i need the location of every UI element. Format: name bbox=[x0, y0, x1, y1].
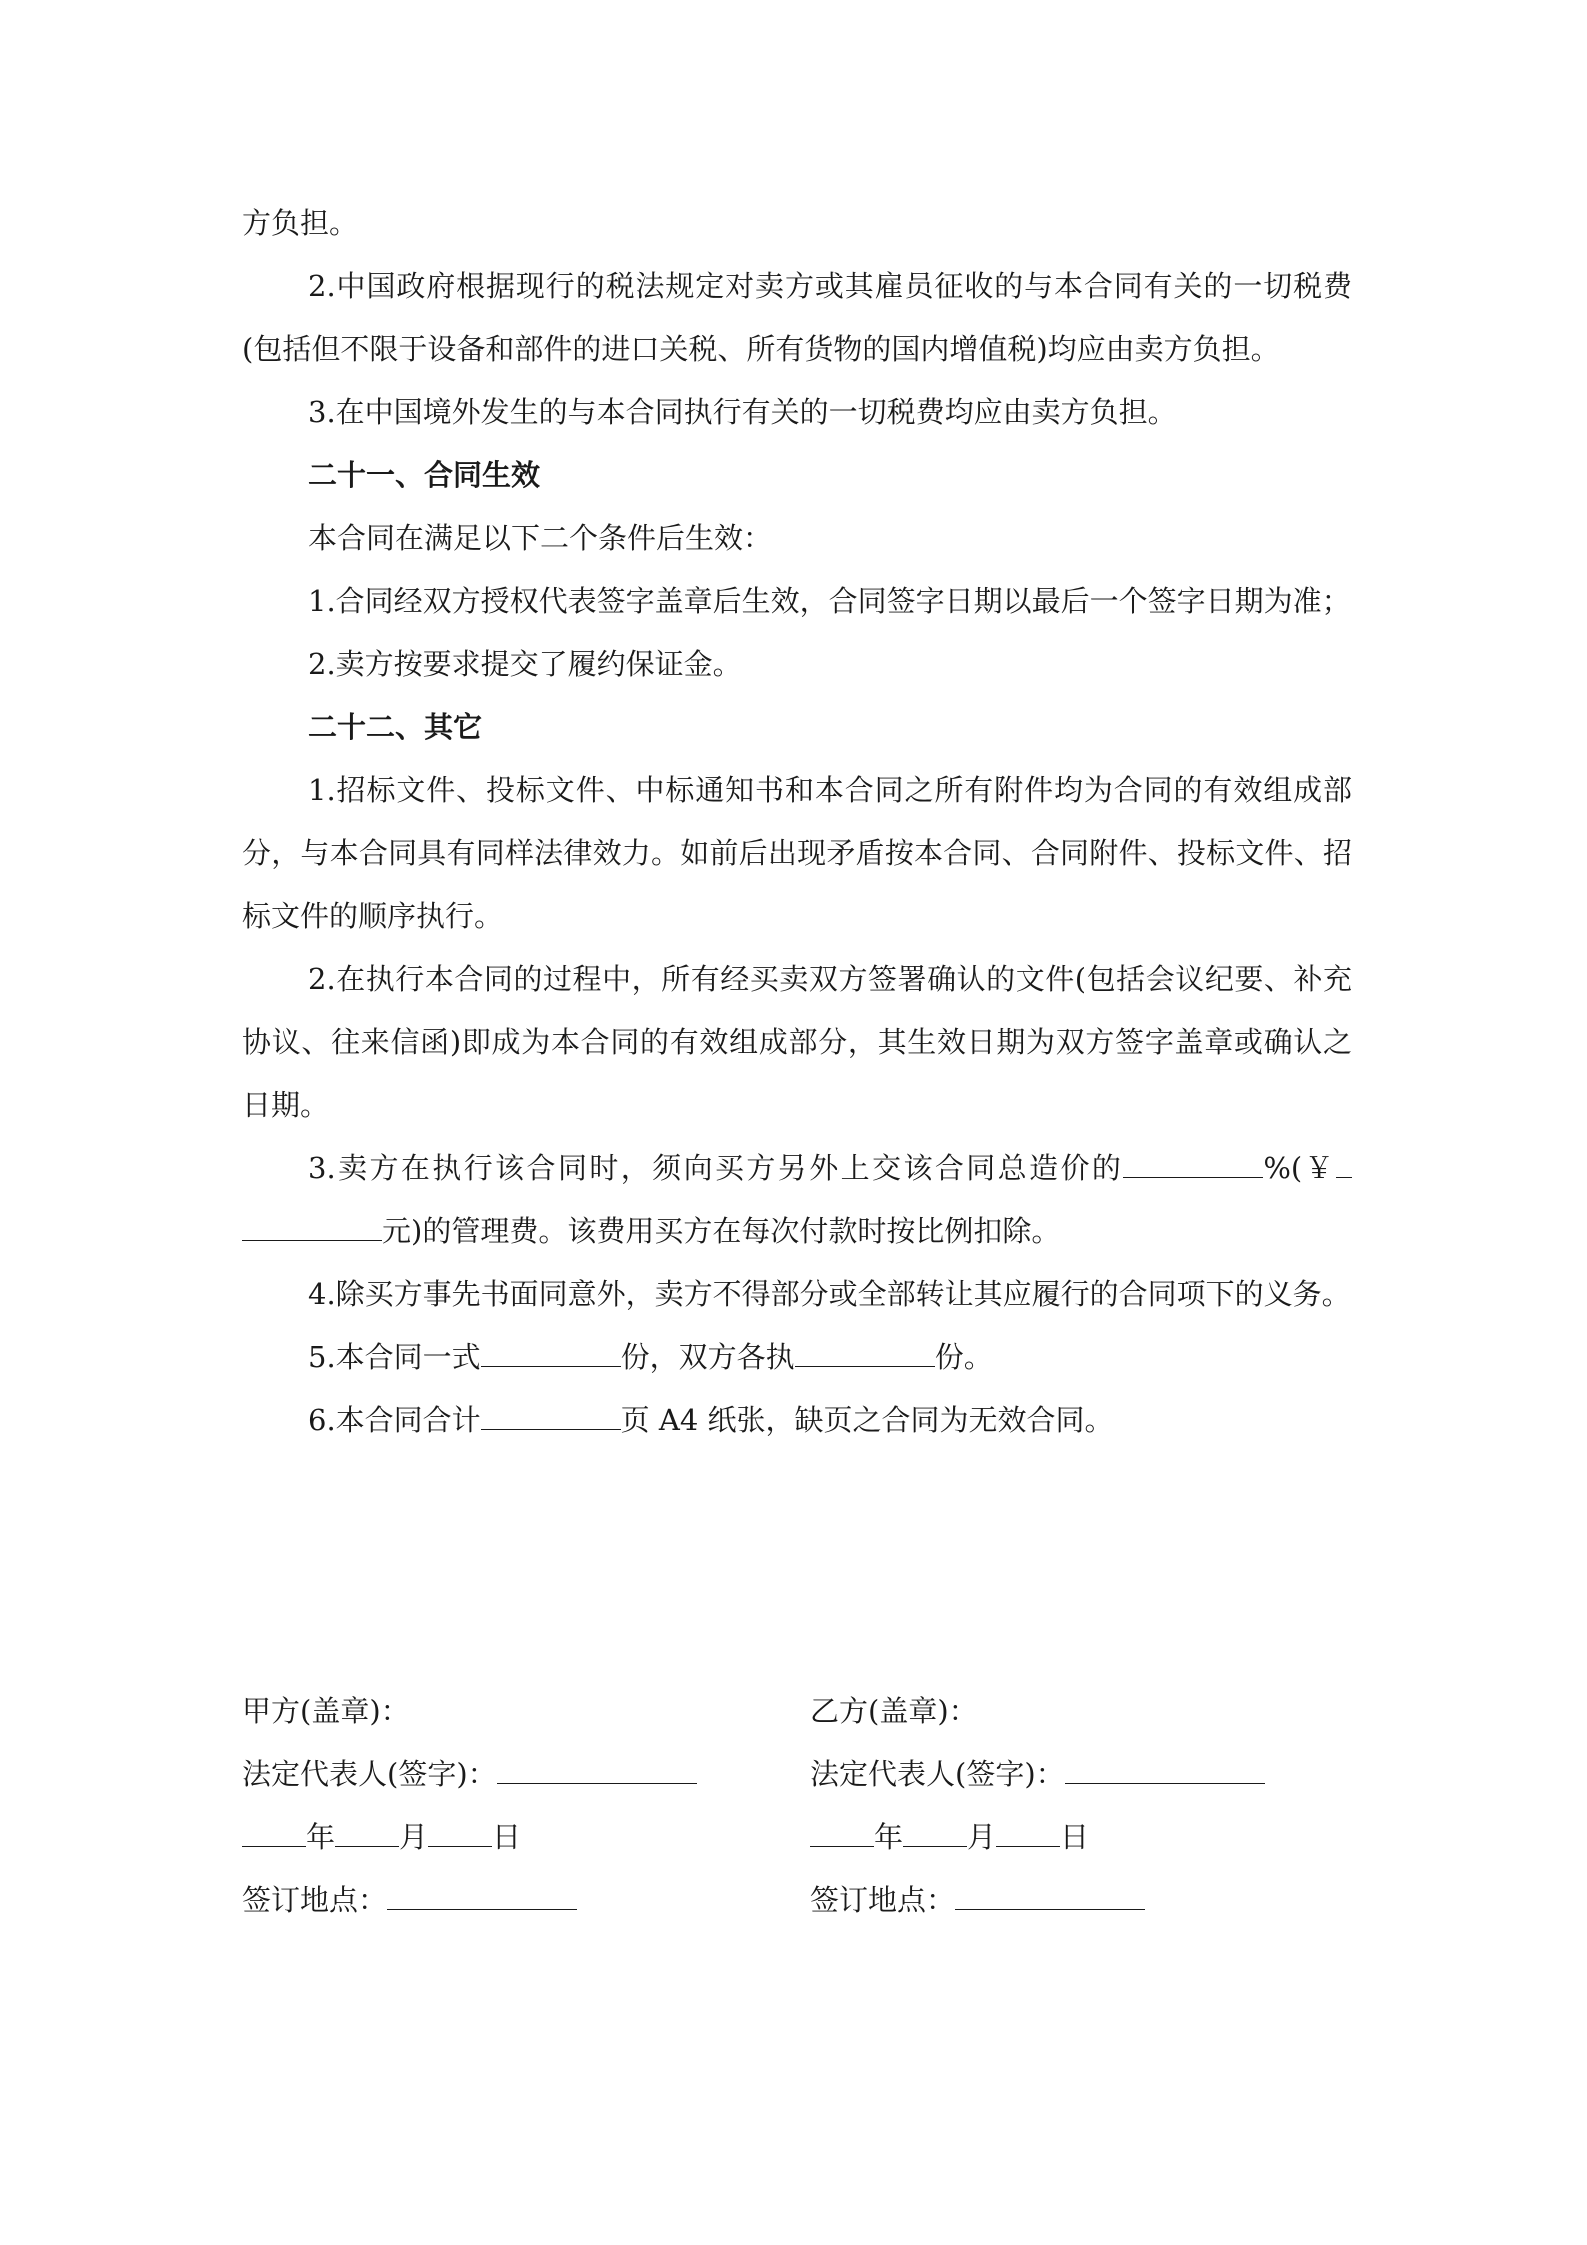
party-b-signature bbox=[810, 1680, 1330, 1932]
year-blank bbox=[242, 1816, 306, 1847]
month-label: 月 bbox=[967, 1820, 997, 1854]
paragraph: 2.中国政府根据现行的税法规定对卖方或其雇员征收的与本合同有关的一切税费(包括但不限于设备和部件的进口关税、所有货物的国内增值税)均应由卖方负担。 bbox=[242, 269, 1352, 366]
year-blank bbox=[810, 1816, 874, 1847]
place-blank bbox=[387, 1879, 577, 1910]
signature-block bbox=[242, 1680, 1352, 1940]
month-blank bbox=[335, 1816, 399, 1847]
paragraph: 方负担。 bbox=[242, 206, 359, 240]
paragraph: 本合同在满足以下二个条件后生效： bbox=[308, 521, 773, 555]
copies-blank bbox=[481, 1336, 621, 1367]
day-label: 日 bbox=[1060, 1820, 1090, 1854]
contract-body bbox=[242, 192, 1352, 1452]
percent-blank bbox=[1123, 1147, 1263, 1178]
party-b-seal-label: 乙方(盖章)： bbox=[810, 1694, 978, 1728]
party-b-place-line bbox=[810, 1869, 1330, 1932]
paragraph-management-fee bbox=[242, 1137, 1352, 1263]
amount-blank bbox=[1336, 1147, 1352, 1178]
rep-signature-blank bbox=[1065, 1753, 1265, 1784]
text-segment: 页 A4 纸张，缺页之合同为无效合同。 bbox=[620, 1403, 1114, 1437]
text-segment: 份，双方各执 bbox=[620, 1340, 795, 1374]
party-b-date-line bbox=[810, 1806, 1330, 1869]
paragraph-copies bbox=[242, 1326, 1352, 1389]
place-label: 签订地点： bbox=[810, 1883, 956, 1917]
party-a-seal-label: 甲方(盖章)： bbox=[242, 1694, 410, 1728]
paragraph-pages bbox=[242, 1389, 1352, 1452]
party-b-rep-line bbox=[810, 1743, 1330, 1806]
text-segment: 份。 bbox=[934, 1340, 993, 1374]
party-a-rep-line bbox=[242, 1743, 762, 1806]
rep-label: 法定代表人(签字)： bbox=[242, 1757, 497, 1791]
paragraph: 2.在执行本合同的过程中，所有经买卖双方签署确认的文件(包括会议纪要、补充协议、往来信函)即成为本合同的有效组成部分，其生效日期为双方签字盖章或确认之日期。 bbox=[242, 962, 1352, 1122]
paragraph: 1.招标文件、投标文件、中标通知书和本合同之所有附件均为合同的有效组成部分，与本合同具有同样法律效力。如前后出现矛盾按本合同、合同附件、投标文件、招标文件的顺序执行。 bbox=[242, 773, 1352, 933]
day-blank bbox=[428, 1816, 492, 1847]
year-label: 年 bbox=[874, 1820, 904, 1854]
party-a-place-line bbox=[242, 1869, 762, 1932]
copies-each-blank bbox=[795, 1336, 935, 1367]
month-label: 月 bbox=[399, 1820, 429, 1854]
section-heading: 二十二、其它 bbox=[308, 710, 483, 744]
rep-label: 法定代表人(签字)： bbox=[810, 1757, 1065, 1791]
party-a-signature bbox=[242, 1680, 762, 1932]
amount-blank bbox=[242, 1210, 382, 1241]
text-segment: 元)的管理费。该费用买方在每次付款时按比例扣除。 bbox=[382, 1214, 1061, 1248]
place-label: 签订地点： bbox=[242, 1883, 388, 1917]
pages-blank bbox=[481, 1399, 621, 1430]
rep-signature-blank bbox=[497, 1753, 697, 1784]
year-label: 年 bbox=[306, 1820, 336, 1854]
section-heading: 二十一、合同生效 bbox=[308, 458, 541, 492]
day-label: 日 bbox=[492, 1820, 522, 1854]
text-segment: 6.本合同合计 bbox=[308, 1403, 481, 1437]
text-segment: 3.卖方在执行该合同时，须向买方另外上交该合同总造价的 bbox=[308, 1151, 1124, 1185]
text-segment: 5.本合同一式 bbox=[308, 1340, 481, 1374]
place-blank bbox=[955, 1879, 1145, 1910]
paragraph: 2.卖方按要求提交了履约保证金。 bbox=[308, 647, 742, 681]
paragraph: 3.在中国境外发生的与本合同执行有关的一切税费均应由卖方负担。 bbox=[308, 395, 1177, 429]
day-blank bbox=[996, 1816, 1060, 1847]
text-segment: %(￥ bbox=[1263, 1151, 1337, 1185]
paragraph: 1.合同经双方授权代表签字盖章后生效，合同签字日期以最后一个签字日期为准； bbox=[308, 584, 1351, 618]
party-a-date-line bbox=[242, 1806, 762, 1869]
month-blank bbox=[903, 1816, 967, 1847]
paragraph: 4.除买方事先书面同意外，卖方不得部分或全部转让其应履行的合同项下的义务。 bbox=[308, 1277, 1351, 1311]
